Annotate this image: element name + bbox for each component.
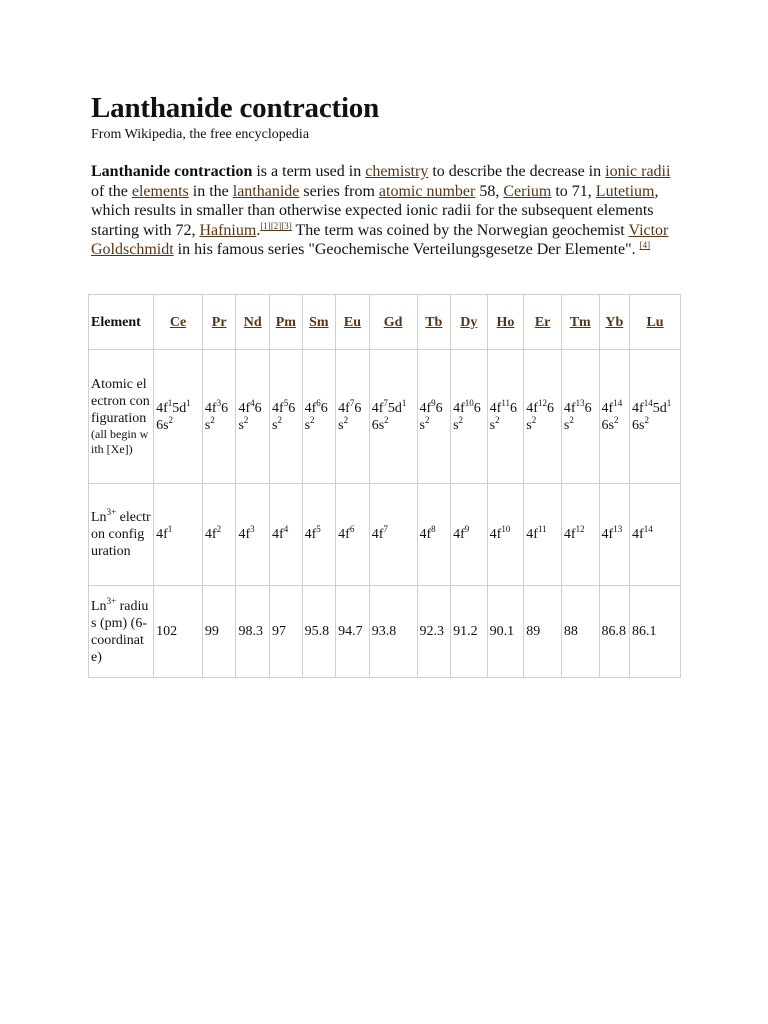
reference-1[interactable]: [1] [260, 220, 271, 231]
radius-value-cell: 99 [202, 586, 236, 678]
atomic-config-cell [417, 350, 451, 484]
ion-config-count: 1 [167, 524, 173, 534]
config-count: 7 [383, 397, 388, 408]
config-count: 6 [316, 397, 321, 408]
config-orbital: 4f [563, 400, 576, 416]
config-count: 7 [349, 397, 355, 408]
atomic-config-cell [599, 350, 630, 484]
ion-label-symbol: Ln [91, 510, 107, 525]
link-elements[interactable]: elements [131, 182, 189, 200]
ion-config-count: 8 [431, 524, 436, 534]
ionic-radius-row [89, 586, 681, 678]
config-count: 2 [384, 414, 389, 425]
config-count: 5 [283, 397, 289, 408]
atomic-config-cell [487, 350, 524, 484]
atomic-config-label: Atomic electron configuration [91, 377, 150, 426]
radius-value-cell: 95.8 [302, 586, 336, 678]
link-ionic-radii[interactable]: ionic radii [605, 163, 671, 180]
element-header-cell [369, 295, 417, 350]
element-link-tm[interactable]: Tm [569, 314, 591, 330]
element-header-cell [487, 295, 524, 350]
ion-config-cell [302, 484, 336, 586]
atomic-config-cell [236, 350, 270, 484]
ion-config-cell [451, 484, 488, 586]
config-orbital: 4f [632, 400, 644, 416]
ion-config-count: 3 [250, 524, 255, 534]
radius-value-cell: 86.8 [599, 586, 630, 678]
config-count: 3 [216, 397, 222, 408]
config-count: 11 [501, 397, 511, 408]
intro-text: in his famous series "Geochemische Verteilungsgesetze Der Elemente". [173, 241, 640, 259]
config-count: 13 [575, 397, 585, 408]
ion-config-orbital: 4f [304, 527, 317, 542]
reference-3[interactable]: [3] [281, 220, 292, 231]
ion-config-cell [154, 484, 203, 586]
ion-label-text: electron configuration [91, 510, 151, 559]
config-orbital: 6s [204, 400, 229, 433]
ion-config-orbital: 4f [371, 527, 384, 542]
lanthanide-table [88, 294, 681, 678]
atomic-config-cell [561, 350, 599, 484]
config-orbital: 4f [371, 400, 384, 416]
ion-config-row [89, 484, 681, 586]
config-count: 2 [243, 414, 249, 425]
element-link-ce[interactable]: Ce [169, 314, 187, 330]
ion-config-cell [599, 484, 630, 586]
ion-config-orbital: 4f [338, 527, 350, 542]
element-link-eu[interactable]: Eu [343, 314, 361, 330]
element-header-cell [302, 295, 336, 350]
reference-group [640, 240, 651, 250]
config-orbital: 6s [156, 417, 169, 433]
element-header-cell [451, 295, 488, 350]
radius-value-cell: 86.1 [630, 586, 681, 678]
link-atomic-number[interactable]: atomic number [378, 182, 476, 200]
ion-config-orbital: 4f [419, 527, 432, 542]
intro-text: , which results in smaller than otherwise expected ionic radii for the subsequent elements starting with 72, [91, 182, 659, 239]
config-orbital: 6s [563, 400, 592, 433]
ion-config-count: 10 [501, 524, 511, 534]
ion-config-label-cell [89, 484, 154, 586]
element-header-cell [202, 295, 236, 350]
config-count: 1 [666, 397, 672, 408]
element-link-ho[interactable]: Ho [496, 314, 515, 330]
intro-text: in the [188, 182, 233, 200]
ion-config-orbital: 4f [238, 527, 251, 542]
config-count: 1 [401, 397, 407, 408]
config-count: 9 [431, 397, 436, 408]
config-count: 2 [343, 414, 349, 425]
radius-value-cell: 91.2 [451, 586, 488, 678]
ion-config-cell [202, 484, 236, 586]
radius-value-cell: 92.3 [417, 586, 451, 678]
config-orbital: 6s [304, 400, 328, 433]
ion-config-count: 6 [349, 524, 355, 534]
element-link-sm[interactable]: Sm [309, 314, 329, 330]
config-count: 10 [464, 397, 474, 408]
ion-config-orbital: 4f [489, 527, 502, 542]
config-orbital: 4f [272, 400, 284, 416]
element-header-cell [561, 295, 599, 350]
radius-value-cell: 90.1 [487, 586, 524, 678]
config-orbital: 5d [172, 400, 187, 416]
ion-config-cell [417, 484, 451, 586]
atomic-config-cell [270, 350, 303, 484]
atomic-config-cell [524, 350, 562, 484]
element-header-cell [630, 295, 681, 350]
element-header-cell [154, 295, 203, 350]
config-count: 14 [643, 397, 653, 408]
ion-config-orbital: 4f [601, 527, 614, 542]
atomic-config-cell [202, 350, 236, 484]
link-cerium[interactable]: Cerium [503, 182, 552, 200]
intro-text: to describe the decrease in [428, 163, 606, 180]
link-victor-goldschmidt[interactable]: Victor Goldschmidt [91, 221, 669, 259]
intro-text: . [256, 221, 261, 239]
intro-text: to 71, [551, 182, 596, 200]
config-orbital: 4f [204, 400, 217, 416]
element-link-dy[interactable]: Dy [460, 314, 478, 330]
element-header-cell [524, 295, 562, 350]
config-orbital: 4f [156, 400, 168, 416]
config-orbital: 4f [453, 400, 465, 416]
radius-label-cell [89, 586, 154, 678]
ion-config-cell [561, 484, 599, 586]
config-orbital: 6s [489, 400, 518, 433]
ion-config-cell [369, 484, 417, 586]
element-link-gd[interactable]: Gd [383, 314, 403, 330]
ion-config-orbital: 4f [526, 527, 538, 542]
ion-config-orbital: 4f [563, 527, 576, 542]
atomic-config-label-cell [89, 350, 154, 484]
element-header-cell [336, 295, 370, 350]
intro-paragraph [91, 162, 679, 260]
page-title: Lanthanide contraction [91, 92, 380, 124]
config-count: 2 [644, 414, 649, 425]
ion-config-count: 11 [537, 524, 547, 534]
config-orbital: 6s [338, 400, 362, 433]
config-orbital: 6s [453, 400, 481, 433]
radius-value-cell: 98.3 [236, 586, 270, 678]
element-link-er[interactable]: Er [534, 314, 551, 330]
ion-config-orbital: 4f [632, 527, 644, 542]
config-orbital: 4f [601, 400, 614, 416]
ion-config-count: 4 [283, 524, 289, 534]
config-orbital: 4f [419, 400, 432, 416]
ion-config-orbital: 4f [156, 527, 168, 542]
config-count: 1 [186, 397, 191, 408]
atomic-config-cell [451, 350, 488, 484]
ion-config-count: 7 [383, 524, 388, 534]
element-link-lu[interactable]: Lu [646, 314, 664, 330]
config-count: 4 [250, 397, 255, 408]
atomic-config-cell [154, 350, 203, 484]
ion-config-count: 14 [643, 524, 653, 534]
config-orbital: 5d [652, 400, 667, 416]
config-orbital: 4f [526, 400, 538, 416]
radius-value-cell: 89 [524, 586, 562, 678]
lead-term: Lanthanide contraction [91, 163, 253, 180]
reference-2[interactable]: [2] [270, 220, 282, 231]
intro-text: of the [91, 182, 132, 200]
element-header-cell [599, 295, 630, 350]
element-header-cell [417, 295, 451, 350]
ion-config-count: 13 [613, 524, 623, 534]
radius-value-cell: 97 [270, 586, 303, 678]
radius-value-cell: 88 [561, 586, 599, 678]
radius-label-text: radius (pm) (6-coordinate) [91, 598, 149, 665]
radius-value-cell: 94.7 [336, 586, 370, 678]
element-link-pr[interactable]: Pr [211, 314, 227, 330]
atomic-config-note: (all begin with [Xe]) [91, 427, 149, 456]
reference-group [260, 221, 292, 231]
config-orbital: 4f [338, 400, 350, 416]
link-hafnium[interactable]: Hafnium [199, 221, 257, 239]
radius-value-cell: 93.8 [369, 586, 417, 678]
config-count: 2 [458, 414, 464, 425]
config-count: 2 [277, 414, 282, 425]
ion-config-count: 12 [575, 524, 585, 534]
config-count: 14 [613, 397, 623, 408]
article [91, 90, 681, 260]
atomic-config-row [89, 350, 681, 484]
config-orbital: 6s [371, 417, 385, 433]
radius-label-symbol: Ln [91, 598, 107, 614]
config-count: 2 [495, 414, 500, 425]
element-header-label: Element [89, 295, 154, 350]
radius-value-cell: 102 [154, 586, 203, 678]
reference-4[interactable]: [4] [639, 240, 651, 251]
page-subtitle: From Wikipedia, the free encyclopedia [91, 127, 310, 142]
element-link-yb[interactable]: Yb [605, 314, 624, 330]
link-lanthanide[interactable]: lanthanide [232, 182, 300, 200]
ion-config-cell [630, 484, 681, 586]
config-orbital: 4f [489, 400, 502, 416]
atomic-config-cell [630, 350, 681, 484]
intro-text: is a term used in [252, 163, 366, 180]
ion-config-cell [236, 484, 270, 586]
config-count: 1 [167, 397, 173, 408]
intro-text: The term was coined by the Norwegian geochemist [291, 221, 629, 239]
ion-config-orbital: 4f [453, 527, 465, 542]
ion-config-count: 9 [464, 524, 470, 534]
config-orbital: 6s [526, 400, 554, 433]
element-header-cell [236, 295, 270, 350]
config-count: 2 [210, 414, 215, 425]
link-chemistry[interactable]: chemistry [365, 163, 429, 180]
config-count: 2 [168, 414, 174, 425]
ion-label-charge: 3+ [106, 507, 117, 517]
config-count: 2 [424, 414, 430, 425]
radius-label-charge: 3+ [106, 595, 117, 606]
ion-config-count: 2 [216, 524, 222, 534]
atomic-config-cell [336, 350, 370, 484]
config-orbital: 6s [419, 400, 443, 433]
intro-text: series from [299, 182, 379, 200]
ion-config-cell [524, 484, 562, 586]
element-header-cell [270, 295, 303, 350]
atomic-config-cell [302, 350, 336, 484]
config-count: 2 [310, 414, 315, 425]
ion-config-cell [336, 484, 370, 586]
config-orbital: 4f [304, 400, 317, 416]
ion-config-count: 5 [316, 524, 321, 534]
config-orbital: 6s [238, 400, 262, 433]
ion-config-cell [270, 484, 303, 586]
config-orbital: 5d [387, 400, 402, 416]
config-count: 2 [531, 414, 537, 425]
config-orbital: 4f [238, 400, 251, 416]
config-orbital: 6s [272, 400, 296, 433]
element-link-nd[interactable]: Nd [243, 314, 262, 330]
config-orbital: 6s [632, 417, 645, 433]
config-count: 2 [613, 414, 619, 425]
config-orbital: 6s [601, 417, 614, 433]
ion-config-cell [487, 484, 524, 586]
config-count: 12 [537, 397, 547, 408]
link-lutetium[interactable]: Lutetium [595, 182, 655, 200]
element-link-pm[interactable]: Pm [275, 314, 296, 330]
ion-config-orbital: 4f [272, 527, 284, 542]
element-link-tb[interactable]: Tb [425, 314, 443, 330]
atomic-config-cell [369, 350, 417, 484]
config-count: 2 [569, 414, 574, 425]
intro-text: 58, [475, 182, 504, 200]
ion-config-orbital: 4f [204, 527, 217, 542]
element-header-row [89, 295, 681, 350]
